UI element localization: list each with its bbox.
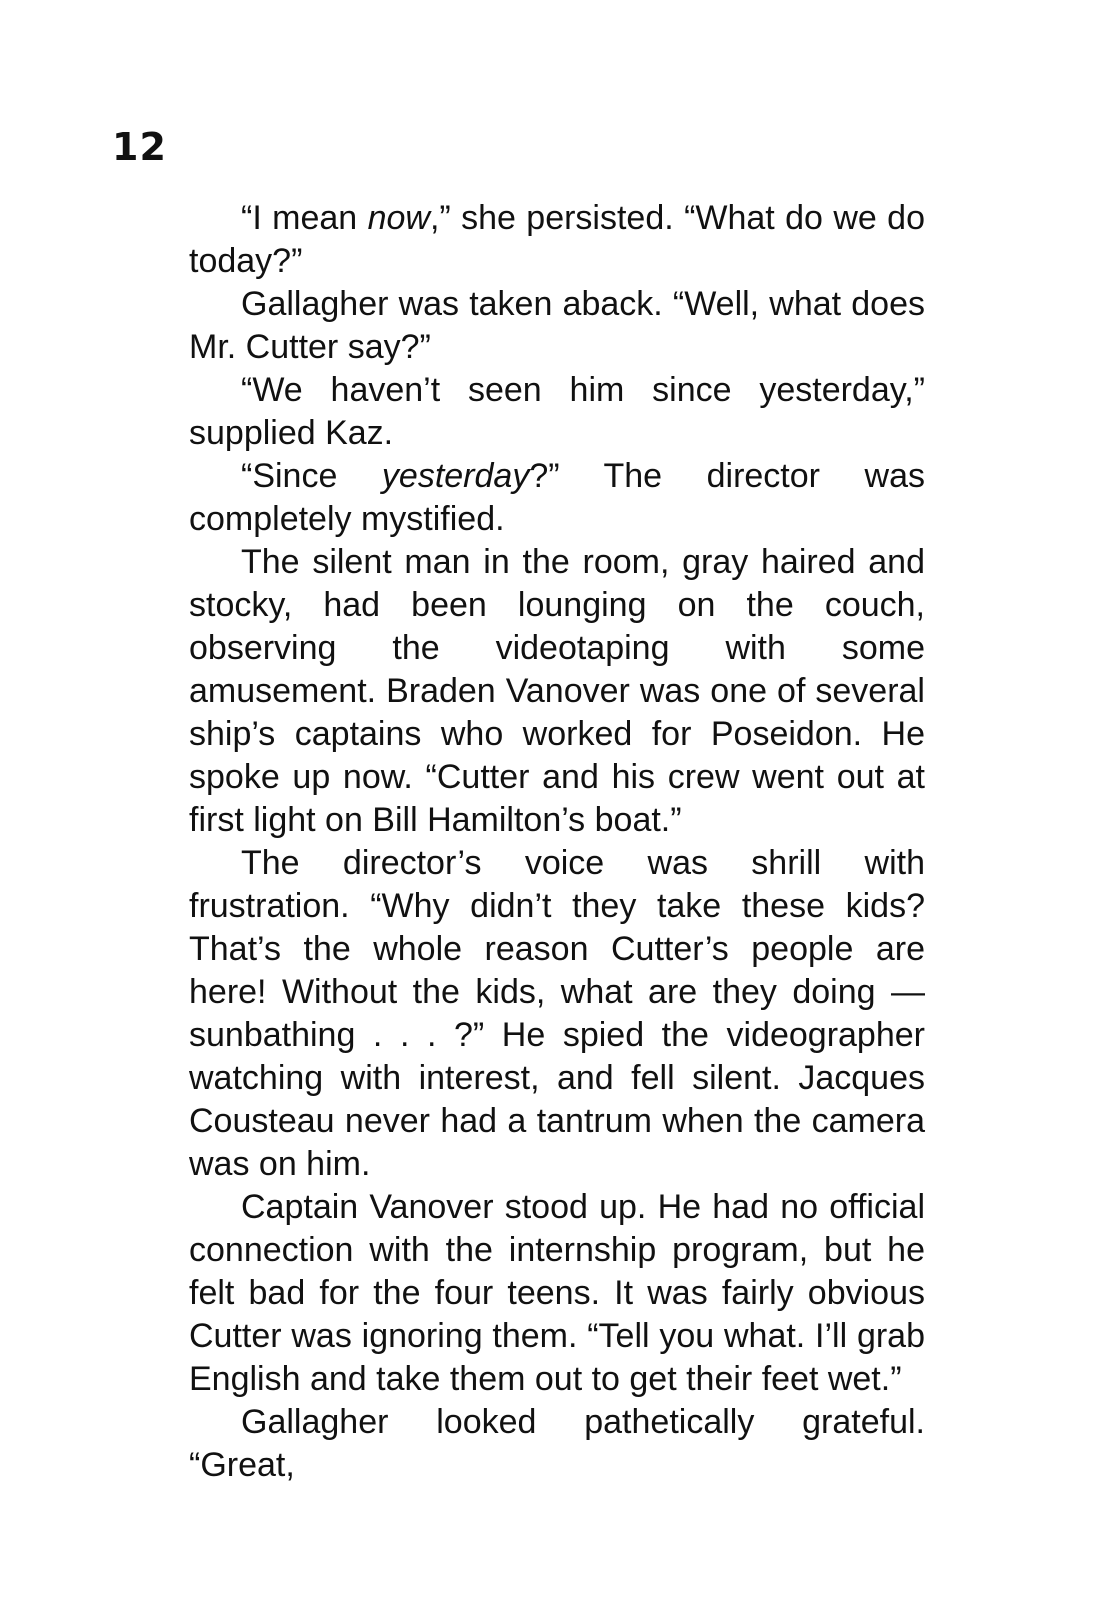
paragraph-4-emphasis: yesterday bbox=[381, 457, 530, 495]
paragraph-1-post: ,” she persisted. “What do we do today?” bbox=[189, 199, 925, 280]
paragraph-1 bbox=[189, 197, 925, 283]
paragraph-6-text: The director’s voice was shrill with frustration. “Why didn’t they take these kids? That’s the whole reason Cutter’s people are here! Without the kids, what are they doing — sunbathing . . . ?” He spied the videographer watching with interest, and fell silent. Jacques Cousteau never had a tantrum when the camera was on him. bbox=[189, 844, 925, 1183]
paragraph-4 bbox=[189, 455, 925, 541]
paragraph-2 bbox=[189, 283, 925, 369]
paragraph-5-text: The silent man in the room, gray haired and stocky, had been lounging on the couch, observing the videotaping with some amusement. Braden Vanover was one of several ship’s captains who worked for Poseidon. He spoke up now. “Cutter and his crew went out at first light on Bill Hamilton’s boat.” bbox=[189, 543, 925, 839]
paragraph-8-text: Gallagher looked pathetically grateful. “Great, bbox=[189, 1403, 925, 1484]
paragraph-7-text: Captain Vanover stood up. He had no official connection with the internship program, but he felt bad for the four teens. It was fairly obvious Cutter was ignoring them. “Tell you what. I’ll grab English and take them out to get their feet wet.” bbox=[189, 1188, 925, 1398]
paragraph-2-text: Gallagher was taken aback. “Well, what does Mr. Cutter say?” bbox=[189, 285, 925, 366]
paragraph-4-post: ?” The director was completely mystified. bbox=[189, 457, 925, 538]
paragraph-3 bbox=[189, 369, 925, 455]
paragraph-5 bbox=[189, 541, 925, 842]
paragraph-8 bbox=[189, 1401, 925, 1487]
paragraph-1-pre: “I mean bbox=[241, 199, 368, 237]
paragraph-1-emphasis: now bbox=[367, 199, 430, 237]
paragraph-7 bbox=[189, 1186, 925, 1401]
paragraph-3-text: “We haven’t seen him since yesterday,” supplied Kaz. bbox=[189, 371, 925, 452]
body-text bbox=[189, 197, 925, 1487]
page-number: 12 bbox=[112, 125, 167, 169]
paragraph-6 bbox=[189, 842, 925, 1186]
paragraph-4-pre: “Since bbox=[241, 457, 382, 495]
